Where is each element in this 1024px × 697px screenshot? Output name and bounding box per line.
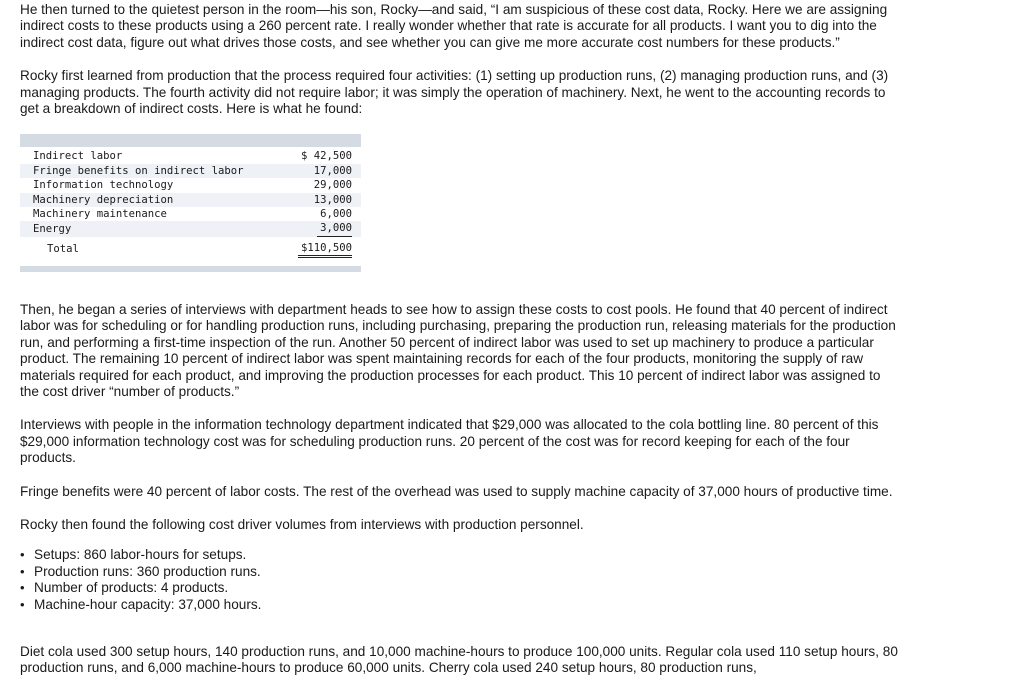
cost-amount: 17,000 <box>313 164 352 177</box>
document-body <box>20 2 900 677</box>
cost-label: Indirect labor <box>33 150 123 163</box>
table-total-row <box>20 237 361 266</box>
total-label: Total <box>47 243 79 256</box>
cost-label: Fringe benefits on indirect labor <box>20 164 298 178</box>
table-row <box>20 147 361 163</box>
table-footer-bar <box>20 266 361 272</box>
cost-amount: 13,000 <box>313 193 352 206</box>
cost-label: Machinery depreciation <box>20 193 298 207</box>
paragraph-fringe-benefits: Fringe benefits were 40 percent of labor costs. The rest of the overhead was used to supply machine capacity of 37,000 hours of productive time. <box>20 483 893 499</box>
list-item: • Machine-hour capacity: 37,000 hours. <box>34 597 900 613</box>
cost-amount: 3,000 <box>317 221 352 236</box>
cost-label: Energy <box>20 221 298 236</box>
total-amount: $110,500 <box>298 242 352 258</box>
table-row <box>20 207 361 221</box>
table-header-bar <box>20 134 361 147</box>
list-item: • Number of products: 4 products. <box>34 580 900 596</box>
paragraph-intro: He then turned to the quietest person in the room—his son, Rocky—and said, “I am suspicious of these cost data, Rocky. Here we are assigning indirect costs to these products using a 260 percent rate. I really wonder whether that rate is accurate for all products. I want you to dig into the indirect cost data, figure out what drives those costs, and see whether you can give me more accurate cost numbers for these products.” <box>20 2 888 50</box>
paragraph-driver-intro: Rocky then found the following cost driver volumes from interviews with production personnel. <box>20 516 584 532</box>
paragraph-it-costs: Interviews with people in the information technology department indicated that $29,000 was allocated to the cola bottling line. 80 percent of this $29,000 information technology cost was for scheduling production runs. 20 percent of the cost was for record keeping for each of the four products. <box>20 417 879 466</box>
cost-table-body <box>20 147 361 265</box>
cost-label: Machinery maintenance <box>33 208 167 221</box>
cost-amount: 6,000 <box>320 208 352 221</box>
paragraph-product-usage: Diet cola used 300 setup hours, 140 production runs, and 10,000 machine-hours to produce 100,000 units. Regular cola used 110 setup hours, 80 production runs, and 6,000 machine-hours to produce 60,000 units. Cherry cola used 240 setup hours, 80 production runs, <box>20 643 898 676</box>
cost-label: Information technology <box>33 179 174 192</box>
list-item: • Setups: 860 labor-hours for setups. <box>34 547 900 563</box>
table-row <box>20 221 361 236</box>
cost-driver-list <box>20 547 900 613</box>
table-row <box>20 178 361 192</box>
paragraph-activities: Rocky first learned from production that the process required four activities: (1) setting up production runs, (2) managing production runs, and (3) managing products. The fourth activity did not require labor; it was simply the operation of machinery. Next, he went to the accounting records to get a breakdown of indirect costs. Here is what he found: <box>20 68 889 117</box>
table-row <box>20 164 361 178</box>
indirect-cost-table <box>20 134 361 271</box>
cost-amount: $ 42,500 <box>300 150 352 163</box>
cost-amount: 29,000 <box>313 179 352 192</box>
table-row <box>20 193 361 207</box>
list-item: • Production runs: 360 production runs. <box>34 564 900 580</box>
paragraph-interviews: Then, he began a series of interviews with department heads to see how to assign these costs to cost pools. He found that 40 percent of indirect labor was for scheduling or for handling production runs, including purchasing, preparing the production run, releasing materials for the production run, and performing a first-time inspection of the run. Another 50 percent of indirect labor was used to set up machinery to produce a particular product. The remaining 10 percent of indirect labor was spent maintaining records for each of the four products, monitoring the supply of raw materials required for each product, and improving the production processes for each product. This 10 percent of indirect labor was assigned to the cost driver “number of products.” <box>20 301 896 399</box>
